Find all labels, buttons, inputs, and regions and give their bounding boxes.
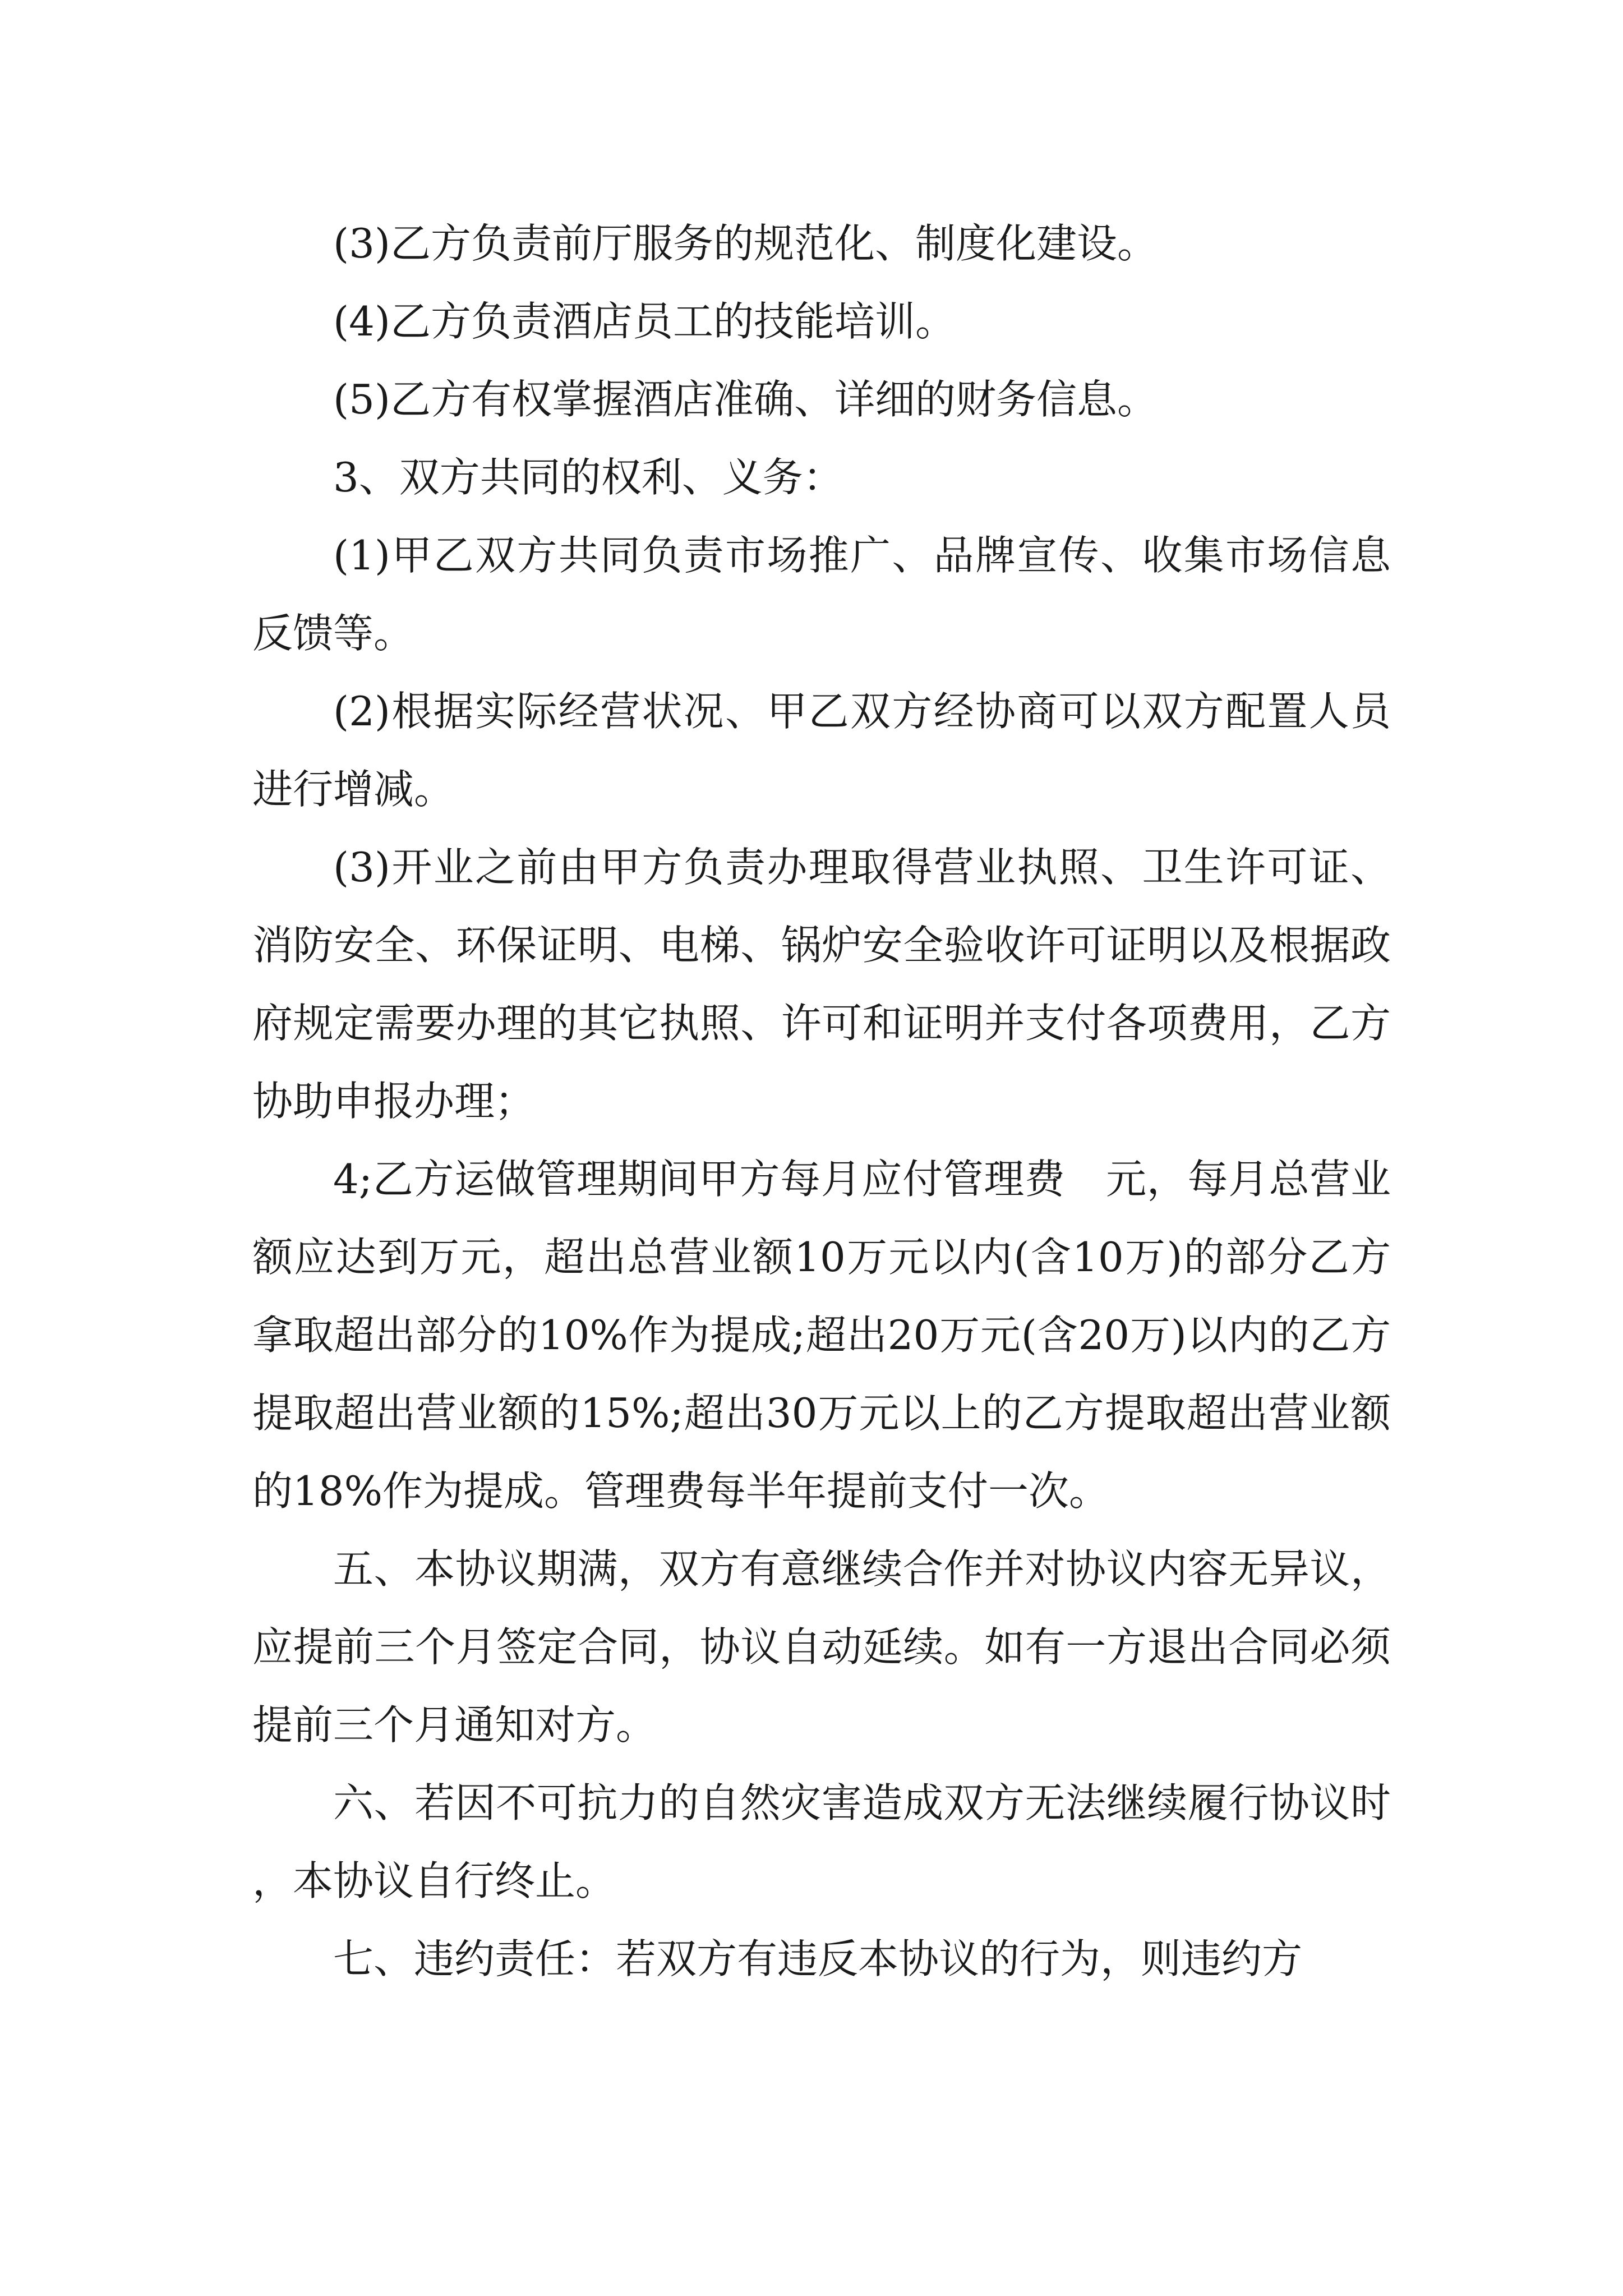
clause-five-renewal: 五、本协议期满，双方有意继续合作并对协议内容无异议，应提前三个月签定合同，协议自动延续。如有一方退出合同必须提前三个月通知对方。 <box>252 1545 1391 1749</box>
paragraph-management-fee: 4;乙方运做管理期间甲方每月应付管理费 元，每月总营业额应达到万元，超出总营业额10万元以内(含10万)的部分乙方拿取超出部分的10%作为提成;超出20万元(含20万)以内的乙方提取超出营业额的15%;超出30万元以上的乙方提取超出营业额的18%作为提成。管理费每半年提前支付一次。 <box>252 1156 1391 1515</box>
clause-six-force-majeure: 六、若因不可抗力的自然灾害造成双方无法继续履行协议时，本协议自行终止。 <box>252 1779 1391 1904</box>
section-heading-joint-rights: 3、双方共同的权利、义务： <box>333 454 843 501</box>
paragraph-5-financial-info: (5)乙方有权掌握酒店准确、详细的财务信息。 <box>333 376 1158 423</box>
clause-seven-breach: 七、违约责任：若双方有违反本协议的行为，则违约方 <box>333 1935 1303 1982</box>
document-page <box>252 205 1391 1998</box>
paragraph-joint-3-licenses: (3)开业之前由甲方负责办理取得营业执照、卫生许可证、消防安全、环保证明、电梯、锅炉安全验收许可证明以及根据政府规定需要办理的其它执照、许可和证明并支付各项费用，乙方协助申报办理； <box>252 844 1391 1125</box>
paragraph-4-staff-training: (4)乙方负责酒店员工的技能培训。 <box>333 298 956 345</box>
paragraph-joint-2-staffing: (2)根据实际经营状况、甲乙双方经协商可以双方配置人员进行增减。 <box>252 688 1391 813</box>
paragraph-3-front-desk: (3)乙方负责前厅服务的规范化、制度化建设。 <box>333 220 1158 267</box>
paragraph-joint-1-marketing: (1)甲乙双方共同负责市场推广、品牌宣传、收集市场信息反馈等。 <box>252 532 1391 657</box>
